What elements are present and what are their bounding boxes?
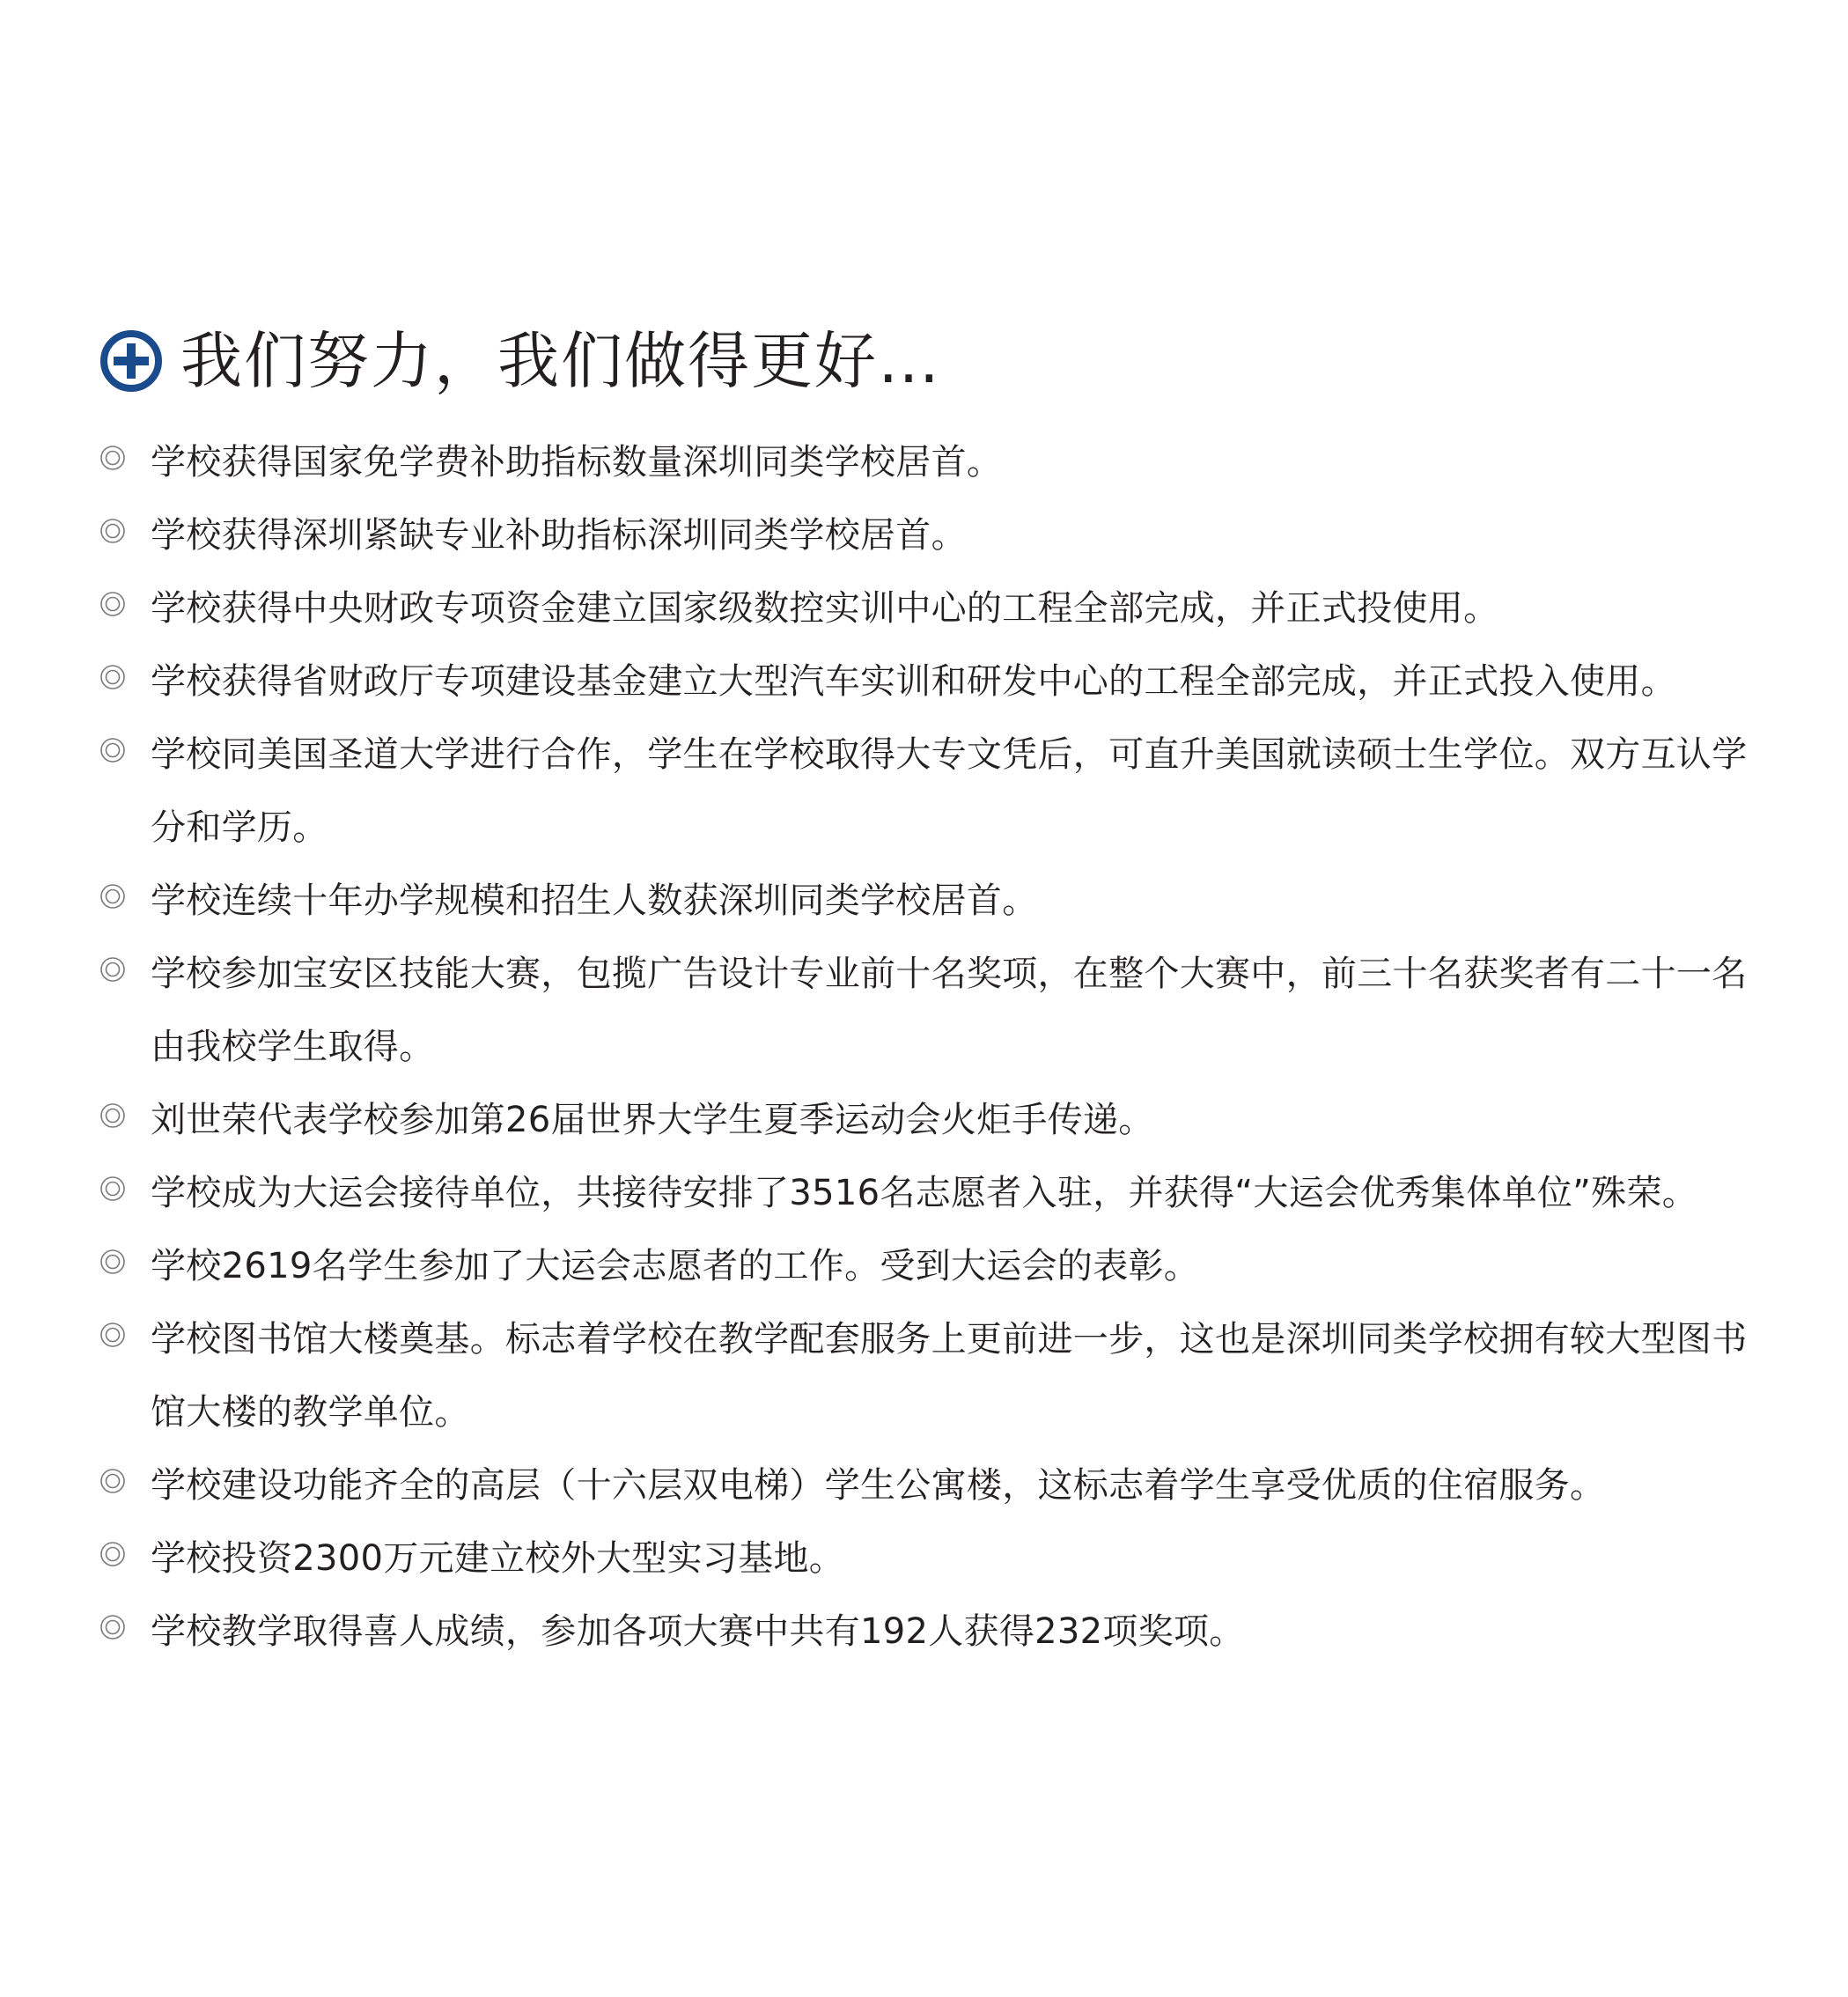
list-item-text: 学校同美国圣道大学进行合作，学生在学校取得大专文凭后，可直升美国就读硕士生学位。双方互认学分和学历。 [151, 734, 1748, 848]
double-circle-icon [99, 1595, 128, 1669]
list-item-text: 学校教学取得喜人成绩，参加各项大赛中共有192人获得232项奖项。 [151, 1611, 1245, 1652]
double-circle-icon [99, 1303, 128, 1376]
list-item [99, 645, 1755, 718]
double-circle-icon [99, 1230, 128, 1303]
list-item [99, 865, 1755, 938]
double-circle-icon [99, 1084, 128, 1157]
list-item-text: 学校参加宝安区技能大赛，包揽广告设计专业前十名奖项，在整个大赛中，前三十名获奖者有二十一名由我校学生取得。 [151, 954, 1748, 1067]
list-item-text: 学校连续十年办学规模和招生人数获深圳同类学校居首。 [151, 881, 1038, 921]
double-circle-icon [99, 645, 128, 718]
list-item-text: 学校获得中央财政专项资金建立国家级数控实训中心的工程全部完成，并正式投使用。 [151, 588, 1499, 629]
list-item [99, 1303, 1755, 1449]
list-item-text: 学校获得省财政厅专项建设基金建立大型汽车实训和研发中心的工程全部完成，并正式投入使用。 [151, 661, 1676, 702]
list-item [99, 499, 1755, 572]
double-circle-icon [99, 1522, 128, 1595]
double-circle-icon [99, 426, 128, 499]
list-item [99, 718, 1755, 865]
page-title: 我们努力，我们做得更好… [180, 325, 941, 397]
double-circle-icon [99, 718, 128, 792]
list-item [99, 572, 1755, 645]
list-item-text: 学校建设功能齐全的高层（十六层双电梯）学生公寓楼，这标志着学生享受优质的住宿服务。 [151, 1465, 1606, 1506]
double-circle-icon [99, 1449, 128, 1522]
list-item-text: 学校图书馆大楼奠基。标志着学校在教学配套服务上更前进一步，这也是深圳同类学校拥有较大型图书馆大楼的教学单位。 [151, 1319, 1748, 1433]
list-item [99, 938, 1755, 1084]
list-item-text: 学校获得深圳紧缺专业补助指标深圳同类学校居首。 [151, 515, 967, 556]
list-item [99, 1449, 1755, 1522]
plus-circle-icon [99, 329, 163, 393]
double-circle-icon [99, 499, 128, 572]
list-item-text: 刘世荣代表学校参加第26届世界大学生夏季运动会火炬手传递。 [151, 1100, 1154, 1140]
list-item-text: 学校2619名学生参加了大运会志愿者的工作。受到大运会的表彰。 [151, 1246, 1200, 1286]
list-item [99, 1522, 1755, 1595]
achievement-list [99, 426, 1755, 1669]
double-circle-icon [99, 1157, 128, 1230]
double-circle-icon [99, 938, 128, 1011]
double-circle-icon [99, 572, 128, 645]
list-item [99, 1157, 1755, 1230]
list-item [99, 1230, 1755, 1303]
section-heading [99, 317, 941, 405]
double-circle-icon [99, 865, 128, 938]
list-item [99, 1084, 1755, 1157]
list-item-text: 学校投资2300万元建立校外大型实习基地。 [151, 1538, 845, 1579]
list-item-text: 学校获得国家免学费补助指标数量深圳同类学校居首。 [151, 442, 1003, 483]
list-item-text: 学校成为大运会接待单位，共接待安排了3516名志愿者入驻，并获得“大运会优秀集体单位”殊荣。 [151, 1173, 1698, 1213]
list-item [99, 1595, 1755, 1669]
list-item [99, 426, 1755, 499]
